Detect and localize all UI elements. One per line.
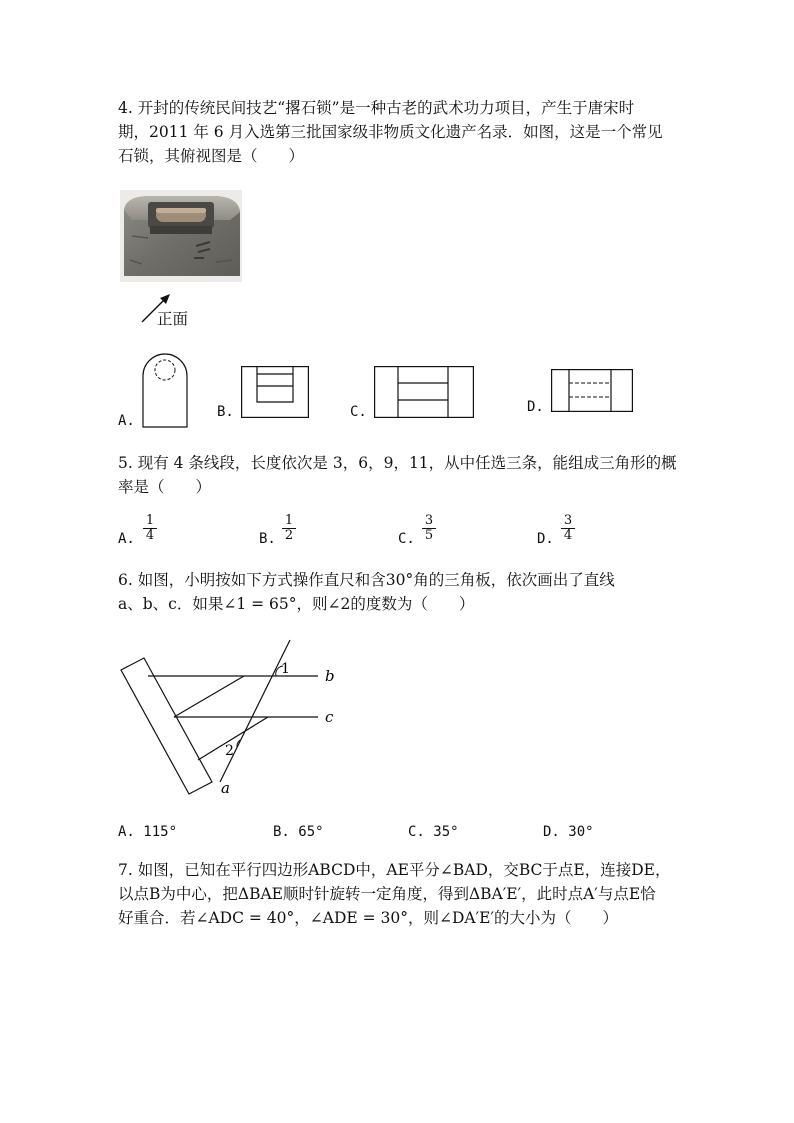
q4-option-b[interactable]: B. [217, 404, 234, 420]
option-a-figure [142, 354, 188, 428]
q5-a-denominator: 4 [145, 528, 155, 543]
q7-line2: 以点B为中心，把ΔBAE顺时针旋转一定角度，得到ΔBA′E′，此时点A′与点E恰 [118, 885, 656, 903]
q5-a-numerator: 1 [143, 514, 157, 529]
q5-option-b[interactable]: B. [259, 531, 276, 547]
label-a: a [221, 779, 230, 797]
q6-option-c[interactable]: C. 35° [408, 824, 459, 840]
q6-line2: a、b、c．如果∠1 = 65°，则∠2的度数为（ ） [118, 595, 475, 613]
label-c: c [325, 708, 334, 726]
q6-option-b[interactable]: B. 65° [273, 824, 324, 840]
front-label: 正面 [157, 310, 189, 328]
q7-line3: 好重合．若∠ADC = 40°，∠ADE = 30°，则∠DA′E′的大小为（ ） [118, 909, 618, 927]
q5-option-a[interactable]: A. [118, 531, 135, 547]
q5-option-c-fraction [422, 514, 436, 543]
q5-line1: 5. 现有 4 条线段，长度依次是 3，6，9，11，从中任选三条，能组成三角形的概 [118, 454, 677, 472]
q5-option-d[interactable]: D. [537, 531, 554, 547]
q6-figure [118, 636, 348, 798]
q5-c-denominator: 5 [424, 528, 434, 543]
option-d-figure [551, 369, 633, 412]
label-b: b [325, 667, 335, 685]
q4-line3: 石锁，其俯视图是（ ） [118, 147, 305, 165]
angle-1-label: 1 [281, 661, 290, 677]
q5-d-denominator: 4 [563, 528, 573, 543]
q5-option-d-fraction [561, 514, 575, 543]
q5-c-numerator: 3 [422, 514, 436, 529]
q5-option-a-fraction [143, 514, 157, 543]
q5-b-numerator: 1 [282, 514, 296, 529]
line-a [220, 640, 290, 782]
q4-option-a[interactable]: A. [118, 413, 135, 429]
q5-option-c[interactable]: C. [398, 531, 415, 547]
q7-line1: 7. 如图，已知在平行四边形ABCD中，AE平分∠BAD，交BC于点E，连接DE， [118, 861, 671, 879]
q5-line2: 率是（ ） [118, 478, 212, 496]
angle-2-label: 2 [225, 743, 234, 759]
option-c-figure [374, 366, 474, 418]
option-b-figure [241, 366, 309, 418]
q6-option-d[interactable]: D. 30° [543, 824, 594, 840]
q4-line1: 4. 开封的传统民间技艺“撂石锁”是一种古老的武术功力项目，产生于唐宋时 [118, 99, 635, 117]
stone-lock-photo [120, 190, 242, 282]
ruler [121, 658, 212, 794]
q5-option-b-fraction [282, 514, 296, 543]
q6-option-a[interactable]: A. 115° [118, 824, 178, 840]
q4-line2: 期，2011 年 6 月入选第三批国家级非物质文化遗产名录．如图，这是一个常见 [118, 123, 663, 141]
q4-option-c[interactable]: C. [350, 404, 367, 420]
q4-option-d[interactable]: D. [527, 399, 544, 415]
q5-b-denominator: 2 [284, 528, 294, 543]
q5-d-numerator: 3 [561, 514, 575, 529]
q6-line1: 6. 如图，小明按如下方式操作直尺和含30°角的三角板，依次画出了直线 [118, 571, 615, 589]
